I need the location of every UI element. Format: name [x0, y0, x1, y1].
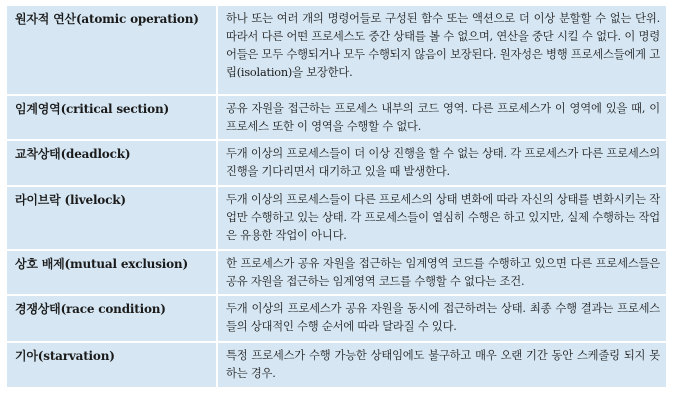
term-race-condition: 경쟁상태(race condition) [6, 295, 217, 342]
definition-atomic-operation: 하나 또는 여러 개의 명령어들로 구성된 함수 또는 액션으로 더 이상 분할할 수 없는 단위. 따라서 다른 어떤 프로세스도 중간 상태를 볼 수 없으며, 연산을 중단 시킬 수 없다. 이 명령어들은 모두 수행되거나 모두 수행되지 않음이 보장된다. 원자성은 병행 프로세스들에게 고립(isolation)을 보장한다. [217, 5, 667, 95]
glossary-row-starvation [6, 342, 667, 388]
definition-mutual-exclusion: 한 프로세스가 공유 자원을 접근하는 임계영역 코드를 수행하고 있으면 다른 프로세스들은 공유 자원을 접근하는 임계영역 코드를 수행할 수 없다는 조건. [217, 250, 667, 295]
term-atomic-operation: 원자적 연산(atomic operation) [6, 5, 217, 95]
glossary-row-mutual-exclusion [6, 250, 667, 295]
concurrency-glossary-table [5, 4, 668, 389]
term-critical-section: 임계영역(critical section) [6, 95, 217, 140]
term-deadlock: 교착상태(deadlock) [6, 140, 217, 186]
term-mutual-exclusion: 상호 배제(mutual exclusion) [6, 250, 217, 295]
glossary-row-livelock [6, 186, 667, 250]
glossary-row-deadlock [6, 140, 667, 186]
glossary-row-atomic-operation [6, 5, 667, 95]
definition-critical-section: 공유 자원을 접근하는 프로세스 내부의 코드 영역. 다른 프로세스가 이 영역에 있을 때, 이 프로세스 또한 이 영역을 수행할 수 없다. [217, 95, 667, 140]
definition-deadlock: 두개 이상의 프로세스들이 더 이상 진행을 할 수 없는 상태. 각 프로세스가 다른 프로세스의 진행을 기다리면서 대기하고 있을 때 발생한다. [217, 140, 667, 186]
term-starvation: 기아(starvation) [6, 342, 217, 388]
definition-livelock: 두개 이상의 프로세스들이 다른 프로세스의 상태 변화에 따라 자신의 상태를 변화시키는 작업만 수행하고 있는 상태. 각 프로세스들이 열심히 수행은 하고 있지만, 실제 수행하는 작업은 유용한 작업이 아니다. [217, 186, 667, 250]
definition-starvation: 특정 프로세스가 수행 가능한 상태임에도 불구하고 매우 오랜 기간 동안 스케줄링 되지 못하는 경우. [217, 342, 667, 388]
definition-race-condition: 두개 이상의 프로세스가 공유 자원을 동시에 접근하려는 상태. 최종 수행 결과는 프로세스들의 상대적인 수행 순서에 따라 달라질 수 있다. [217, 295, 667, 342]
term-livelock: 라이브락 (livelock) [6, 186, 217, 250]
glossary-row-race-condition [6, 295, 667, 342]
glossary-row-critical-section [6, 95, 667, 140]
